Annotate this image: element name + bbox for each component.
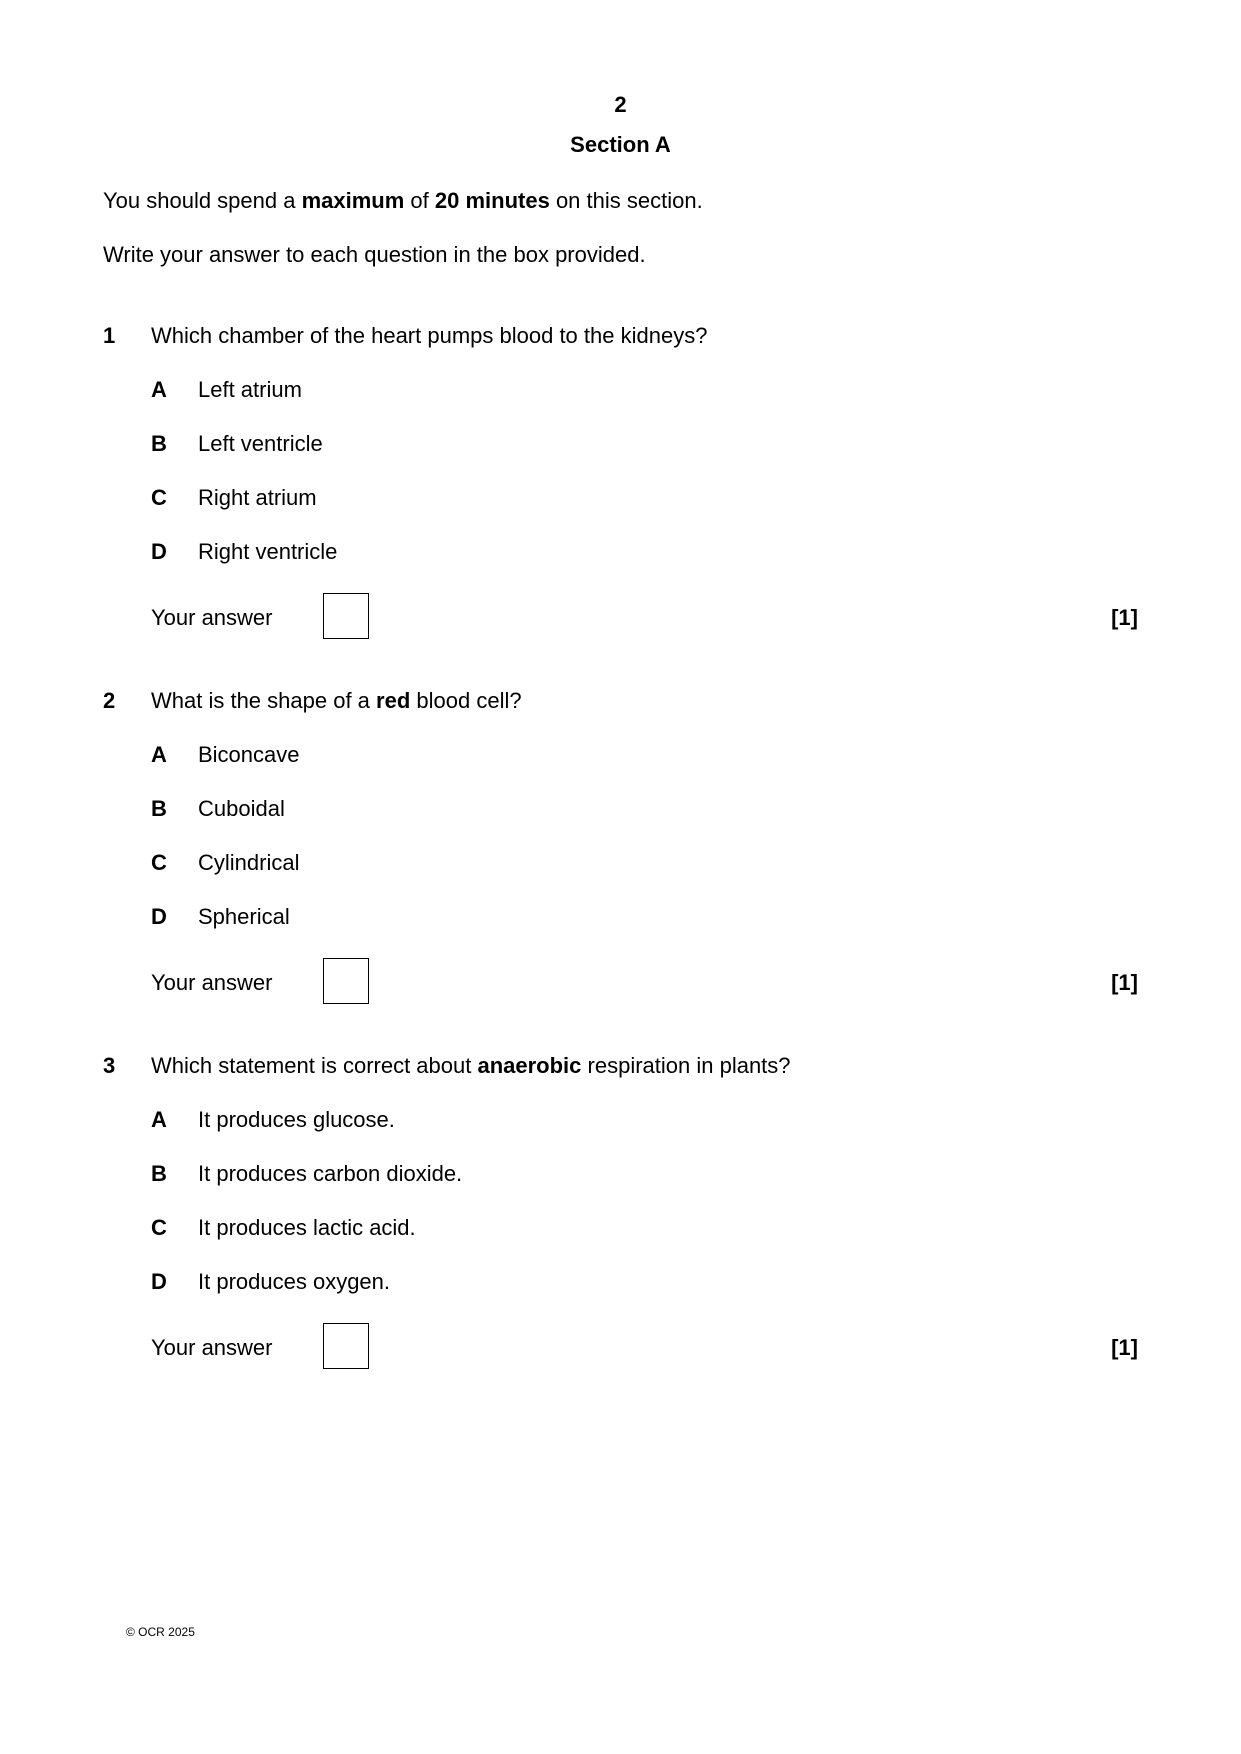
marks-label: [1] bbox=[1111, 970, 1138, 995]
copyright-notice: © OCR 2025 bbox=[126, 1625, 195, 1639]
option-text: Left ventricle bbox=[198, 431, 323, 456]
option-text: Right atrium bbox=[198, 485, 317, 510]
time-instruction-pre: You should spend a bbox=[103, 188, 302, 213]
answer-row bbox=[151, 958, 1138, 1006]
option-letter: C bbox=[151, 485, 167, 510]
time-instruction-bold-minutes: 20 minutes bbox=[434, 188, 550, 213]
answer-label: Your answer bbox=[151, 970, 273, 995]
option-text: Left atrium bbox=[198, 377, 302, 402]
option-letter: C bbox=[151, 850, 167, 875]
marks-label: [1] bbox=[1111, 1335, 1138, 1360]
answer-label: Your answer bbox=[151, 605, 273, 630]
option-letter: A bbox=[151, 1107, 167, 1132]
option-letter: A bbox=[151, 377, 167, 402]
marks-label: [1] bbox=[1111, 605, 1138, 630]
option-c bbox=[151, 850, 299, 876]
question-text-pre: What is the shape of a bbox=[151, 688, 377, 713]
option-a bbox=[151, 1107, 395, 1133]
question-text-bold: anaerobic bbox=[477, 1053, 582, 1078]
question-number: 2 bbox=[103, 688, 116, 713]
option-a bbox=[151, 742, 300, 768]
option-text: Right ventricle bbox=[198, 539, 338, 564]
answer-box[interactable] bbox=[323, 958, 369, 1004]
option-letter: B bbox=[151, 431, 167, 456]
option-text: It produces oxygen. bbox=[198, 1269, 391, 1294]
question-text-pre: Which statement is correct about bbox=[151, 1053, 478, 1078]
question-text-post: blood cell? bbox=[410, 688, 522, 713]
question-text bbox=[151, 323, 707, 349]
option-text: Spherical bbox=[198, 904, 290, 929]
answer-label: Your answer bbox=[151, 1335, 273, 1360]
question-text bbox=[151, 1053, 791, 1079]
answer-row bbox=[151, 1323, 1138, 1371]
question-text-pre: Which chamber of the heart pumps blood to the kidneys? bbox=[151, 323, 708, 348]
option-d bbox=[151, 539, 337, 565]
time-instruction-post: on this section. bbox=[549, 188, 703, 213]
option-letter: D bbox=[151, 904, 167, 929]
option-text: Cuboidal bbox=[198, 796, 285, 821]
question-1 bbox=[103, 323, 1138, 643]
option-letter: D bbox=[151, 1269, 167, 1294]
question-number: 1 bbox=[103, 323, 116, 348]
option-letter: A bbox=[151, 742, 167, 767]
option-c bbox=[151, 1215, 416, 1241]
option-letter: D bbox=[151, 539, 167, 564]
question-number: 3 bbox=[103, 1053, 116, 1078]
time-instruction bbox=[103, 188, 703, 214]
option-a bbox=[151, 377, 302, 403]
answer-row bbox=[151, 593, 1138, 641]
option-d bbox=[151, 1269, 390, 1295]
option-b bbox=[151, 796, 285, 822]
option-letter: B bbox=[151, 1161, 167, 1186]
option-d bbox=[151, 904, 290, 930]
question-2 bbox=[103, 688, 1138, 1008]
answer-box[interactable] bbox=[323, 1323, 369, 1369]
option-text: It produces lactic acid. bbox=[198, 1215, 416, 1240]
option-letter: B bbox=[151, 796, 167, 821]
option-b bbox=[151, 431, 323, 457]
question-text bbox=[151, 688, 522, 714]
page-number: 2 bbox=[614, 92, 627, 117]
option-letter: C bbox=[151, 1215, 167, 1240]
question-3 bbox=[103, 1053, 1138, 1373]
answer-instruction: Write your answer to each question in the box provided. bbox=[103, 242, 646, 267]
option-b bbox=[151, 1161, 462, 1187]
time-instruction-mid: of bbox=[404, 188, 435, 213]
question-text-bold: red bbox=[376, 688, 411, 713]
option-text: Cylindrical bbox=[198, 850, 300, 875]
option-text: It produces carbon dioxide. bbox=[198, 1161, 463, 1186]
time-instruction-bold-maximum: maximum bbox=[301, 188, 405, 213]
option-text: It produces glucose. bbox=[198, 1107, 395, 1132]
option-text: Biconcave bbox=[198, 742, 300, 767]
option-c bbox=[151, 485, 317, 511]
answer-box[interactable] bbox=[323, 593, 369, 639]
section-title: Section A bbox=[570, 132, 671, 157]
question-text-post: respiration in plants? bbox=[581, 1053, 791, 1078]
